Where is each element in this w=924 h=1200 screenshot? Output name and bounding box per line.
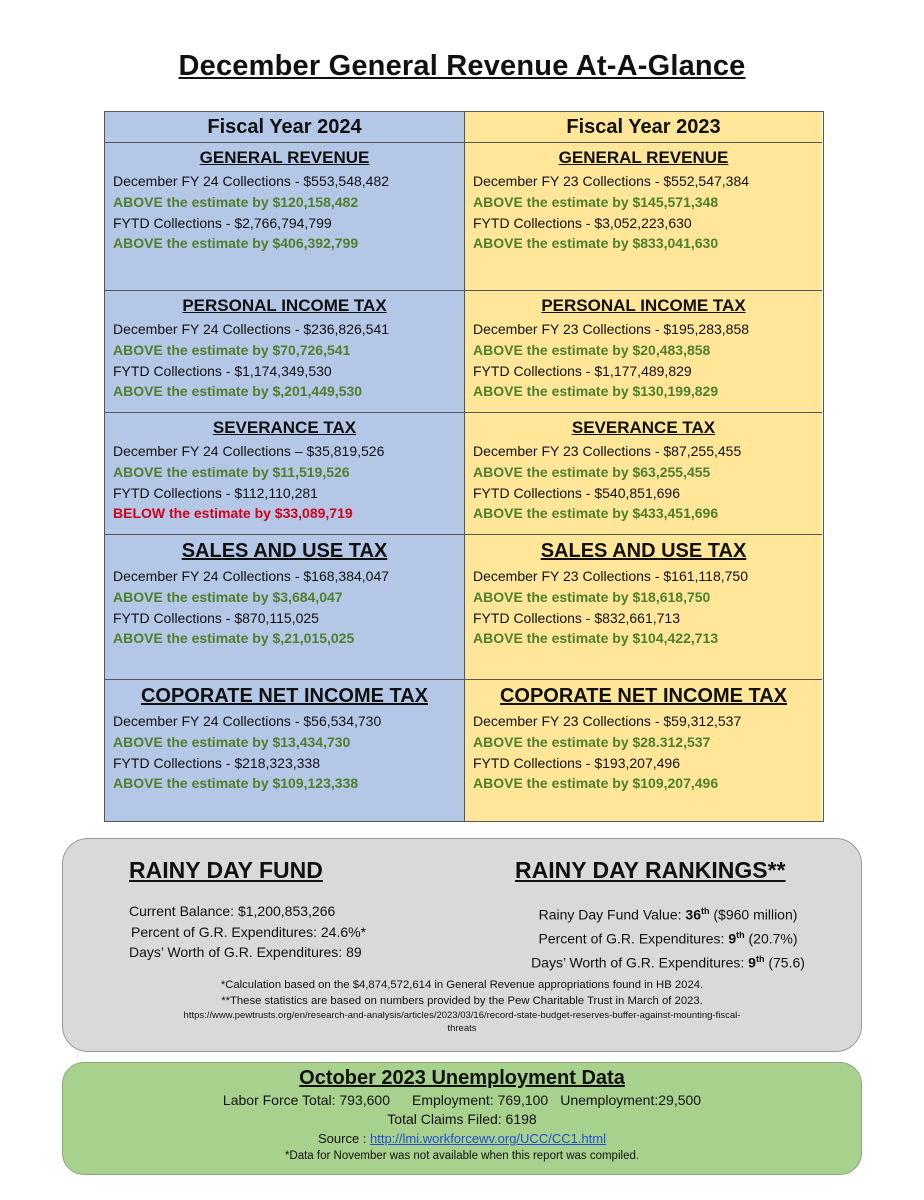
revenue-comparison-table (104, 111, 824, 822)
section-title: PERSONAL INCOME TAX (182, 296, 387, 315)
pew-footnote: **These statistics are based on numbers provided by the Pew Charitable Trust in March of 2023. (221, 995, 703, 1007)
fy2023-personal-income-tax (465, 291, 822, 413)
fy2024-personal-income-tax (105, 291, 464, 413)
fy2023-column (465, 112, 822, 821)
section-title: SALES AND USE TAX (181, 540, 388, 562)
fund-value-ranking: Rainy Day Fund Value: 36th ($960 million) (538, 906, 798, 923)
fy2023-general-revenue (465, 143, 822, 291)
page-title: December General Revenue At-A-Glance (178, 50, 746, 82)
fytd-line: FYTD Collections - $1,174,349,530 (113, 362, 332, 379)
collections-line: December FY 24 Collections - $553,548,482 (113, 173, 390, 189)
unemployment-stats (63, 1091, 861, 1110)
collections-line: December FY 24 Collections - $56,534,730 (113, 713, 382, 729)
fytd-estimate-line: ABOVE the estimate by $,201,449,530 (113, 383, 363, 400)
section-title: SALES AND USE TAX (540, 540, 747, 562)
fytd-line: FYTD Collections - $1,177,489,829 (473, 362, 692, 379)
fytd-estimate-line: BELOW the estimate by $33,089,719 (113, 505, 353, 522)
calculation-footnote: *Calculation based on the $4,874,572,614 in General Revenue appropriations found in HB 2024. (220, 979, 704, 991)
estimate-line: ABOVE the estimate by $70,726,541 (113, 341, 351, 358)
fy2024-severance-tax (105, 413, 464, 535)
fytd-estimate-line: ABOVE the estimate by $433,451,696 (473, 505, 719, 522)
collections-line: December FY 24 Collections – $35,819,526 (113, 443, 385, 459)
rainy-day-fund-title: RAINY DAY FUND (129, 857, 323, 883)
rainy-day-fund-details (129, 901, 366, 963)
fytd-estimate-line: ABOVE the estimate by $104,422,713 (473, 630, 719, 647)
fytd-estimate-line: ABOVE the estimate by $406,392,799 (113, 235, 359, 252)
fytd-estimate-line: ABOVE the estimate by $130,199,829 (473, 383, 719, 400)
current-balance: Current Balance: $1,200,853,266 (129, 903, 336, 919)
estimate-line: ABOVE the estimate by $18,618,750 (473, 588, 711, 605)
source-line (63, 1129, 861, 1148)
source-link[interactable]: http://lmi.workforcewv.org/UCC/CC1.html (370, 1131, 606, 1146)
fy2023-severance-tax (465, 413, 822, 535)
estimate-line: ABOVE the estimate by $28.312,537 (473, 733, 711, 750)
fytd-estimate-line: ABOVE the estimate by $109,123,338 (113, 775, 359, 792)
days-worth-gr-expenditures: Days’ Worth of G.R. Expenditures: 89 (129, 944, 362, 960)
fytd-line: FYTD Collections - $540,851,696 (473, 484, 680, 501)
collections-line: December FY 23 Collections - $161,118,750 (473, 568, 748, 584)
estimate-line: ABOVE the estimate by $145,571,348 (473, 193, 719, 210)
fy2023-header: Fiscal Year 2023 (465, 112, 822, 143)
percent-ranking: Percent of G.R. Expenditures: 9th (20.7%) (538, 930, 798, 947)
fytd-line: FYTD Collections - $112,110,281 (113, 484, 318, 501)
rainy-day-rankings-title: RAINY DAY RANKINGS** (515, 857, 786, 883)
fy2024-column (105, 112, 465, 821)
pew-url: https://www.pewtrusts.org/en/research-and-analysis/articles/2023/03/16/record-state-budget-reserves-buffer-against-mounting-fiscal- (183, 1010, 741, 1021)
estimate-line: ABOVE the estimate by $20,483,858 (473, 341, 711, 358)
section-title: SEVERANCE TAX (212, 418, 357, 437)
estimate-line: ABOVE the estimate by $11,519,526 (113, 463, 350, 480)
estimate-line: ABOVE the estimate by $63,255,455 (473, 463, 711, 480)
section-title: GENERAL REVENUE (199, 148, 370, 167)
rainy-day-panel (62, 838, 862, 1052)
fytd-line: FYTD Collections - $2,766,794,799 (113, 214, 332, 231)
fytd-estimate-line: ABOVE the estimate by $833,041,630 (473, 235, 719, 252)
fytd-line: FYTD Collections - $870,115,025 (113, 609, 319, 626)
section-title: COPORATE NET INCOME TAX (499, 685, 788, 707)
fy2024-general-revenue (105, 143, 464, 291)
source-label: Source : (317, 1131, 371, 1146)
fy2024-sales-and-use-tax (105, 535, 464, 680)
unemployment-total: Unemployment:29,500 (560, 1092, 702, 1108)
fy2024-header: Fiscal Year 2024 (105, 112, 464, 143)
fy2023-sales-and-use-tax (465, 535, 822, 680)
percent-gr-expenditures: Percent of G.R. Expenditures: 24.6%* (131, 923, 367, 940)
estimate-line: ABOVE the estimate by $13,434,730 (113, 733, 351, 750)
data-note: *Data for November was not available when this report was compiled. (284, 1150, 640, 1162)
pew-url-continued: threats (447, 1023, 477, 1034)
unemployment-panel (62, 1062, 862, 1175)
collections-line: December FY 23 Collections - $87,255,455 (473, 443, 742, 459)
collections-line: December FY 23 Collections - $552,547,384 (473, 173, 750, 189)
total-claims: Total Claims Filed: 6198 (387, 1111, 537, 1127)
fy2024-corporate-net-income-tax (105, 680, 464, 820)
collections-line: December FY 23 Collections - $59,312,537 (473, 713, 742, 729)
fytd-line: FYTD Collections - $193,207,496 (473, 754, 680, 771)
fytd-line: FYTD Collections - $218,323,338 (113, 754, 320, 771)
fytd-estimate-line: ABOVE the estimate by $109,207,496 (473, 775, 719, 792)
fy2023-corporate-net-income-tax (465, 680, 822, 820)
employment-total: Employment: 769,100 (412, 1092, 549, 1108)
collections-line: December FY 24 Collections - $168,384,047 (113, 568, 390, 584)
collections-line: December FY 24 Collections - $236,826,541 (113, 321, 390, 337)
footnotes (63, 977, 861, 1035)
fytd-line: FYTD Collections - $832,661,713 (473, 609, 680, 626)
section-title: SEVERANCE TAX (571, 418, 716, 437)
section-title: GENERAL REVENUE (558, 148, 729, 167)
collections-line: December FY 23 Collections - $195,283,858 (473, 321, 750, 337)
section-title: COPORATE NET INCOME TAX (140, 685, 429, 707)
fytd-estimate-line: ABOVE the estimate by $,21,015,025 (113, 630, 355, 647)
estimate-line: ABOVE the estimate by $120,158,482 (113, 193, 359, 210)
fytd-line: FYTD Collections - $3,052,223,630 (473, 214, 692, 231)
days-worth-ranking: Days’ Worth of G.R. Expenditures: 9th (75.6) (531, 954, 805, 971)
estimate-line: ABOVE the estimate by $3,684,047 (113, 588, 343, 605)
unemployment-title: October 2023 Unemployment Data (299, 1067, 625, 1089)
section-title: PERSONAL INCOME TAX (541, 296, 746, 315)
labor-force-total: Labor Force Total: 793,600 (222, 1092, 390, 1108)
rainy-day-rankings-details (511, 901, 825, 973)
